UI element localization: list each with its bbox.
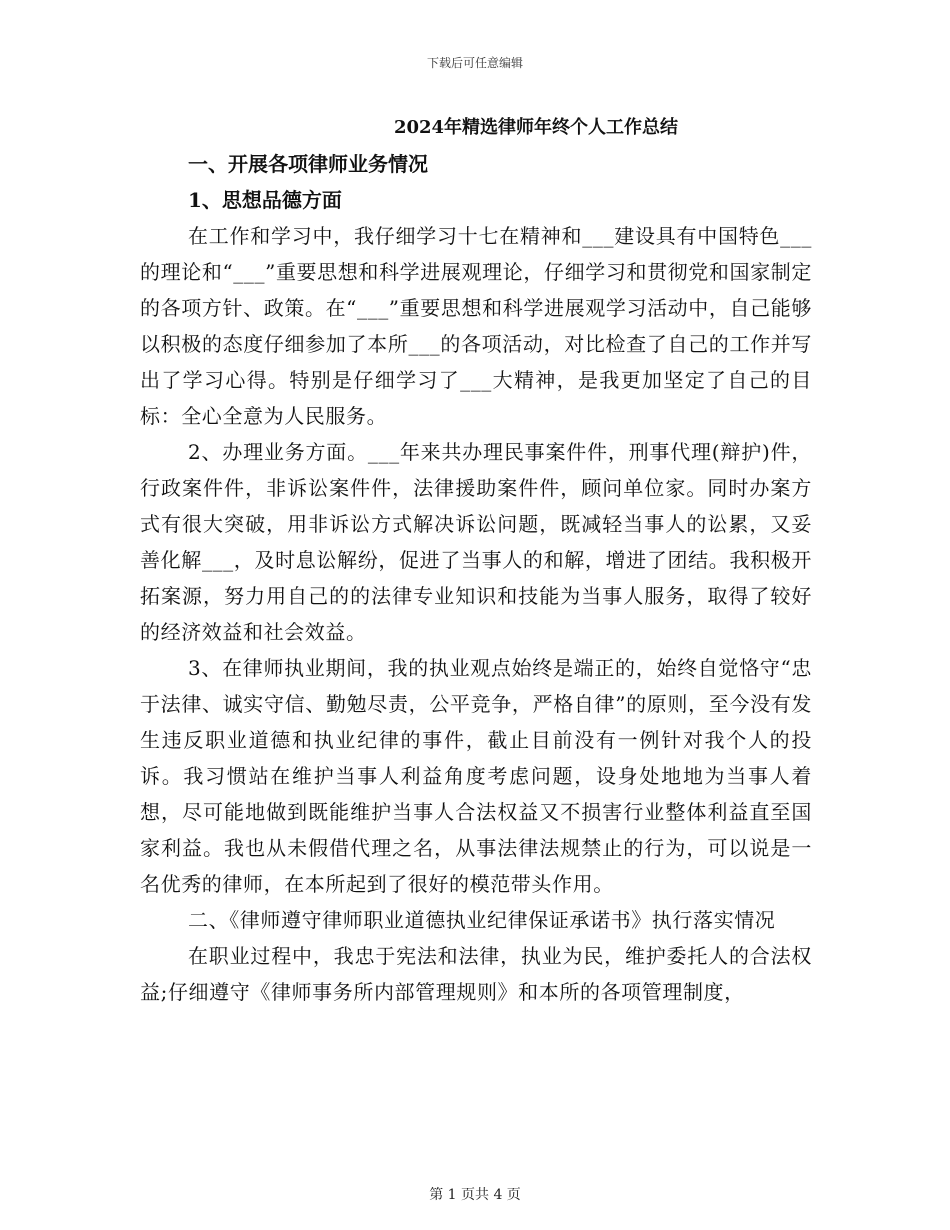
section2-heading: 二、《律师遵守律师职业道德执业纪律保证承诺书》执行落实情况 [188,908,776,932]
sub1-heading: 1、思想品德方面 [188,188,342,212]
paragraph-4: 在职业过程中，我忠于宪法和法律，执业为民，维护委托人的合法权益;仔细遵守《律师事务所内部管理规则》和本所的各项管理制度， [140,944,812,1004]
header-note: 下载后可任意编辑 [426,56,523,70]
paragraph-1: 在工作和学习中，我仔细学习十七在精神和___建设具有中国特色___的理论和“___”重要思想和科学进展观理论，仔细学习和贯彻党和国家制定的各项方针、政策。在“___”重要思想和科学进展观学习活动中，自己能够以积极的态度仔细参加了本所___的各项活动，对比检查了自己的工作并写出了学习心得。特别是仔细学习了___大精神，是我更加坚定了自己的目标：全心全意为人民服务。 [140,224,812,428]
page-number: 第 1 页共 4 页 [429,1187,521,1203]
paragraph-2: 2、办理业务方面。___年来共办理民事案件件，刑事代理(辩护)件，行政案件件，非诉讼案件件，法律援助案件件，顾问单位家。同时办案方式有很大突破，用非诉讼方式解决诉讼问题，既减轻当事人的讼累，又妥善化解___，及时息讼解纷，促进了当事人的和解，增进了团结。我积极开拓案源，努力用自己的的法律专业知识和技能为当事人服务，取得了较好的经济效益和社会效益。 [140,440,812,644]
section1-heading: 一、开展各项律师业务情况 [188,152,428,176]
document-body [140,112,812,1010]
paragraph-3: 3、在律师执业期间，我的执业观点始终是端正的，始终自觉恪守“忠于法律、诚实守信、勤勉尽责，公平竞争，严格自律”的原则，至今没有发生违反职业道德和执业纪律的事件，截止目前没有一例针对我个人的投诉。我习惯站在维护当事人利益角度考虑问题，设身处地地为当事人着想，尽可能地做到既能维护当事人合法权益又不损害行业整体利益直至国家利益。我也从未假借代理之名，从事法律法规禁止的行为，可以说是一名优秀的律师，在本所起到了很好的模范带头作用。 [140,656,812,896]
document-title: 2024年精选律师年终个人工作总结 [393,117,679,138]
